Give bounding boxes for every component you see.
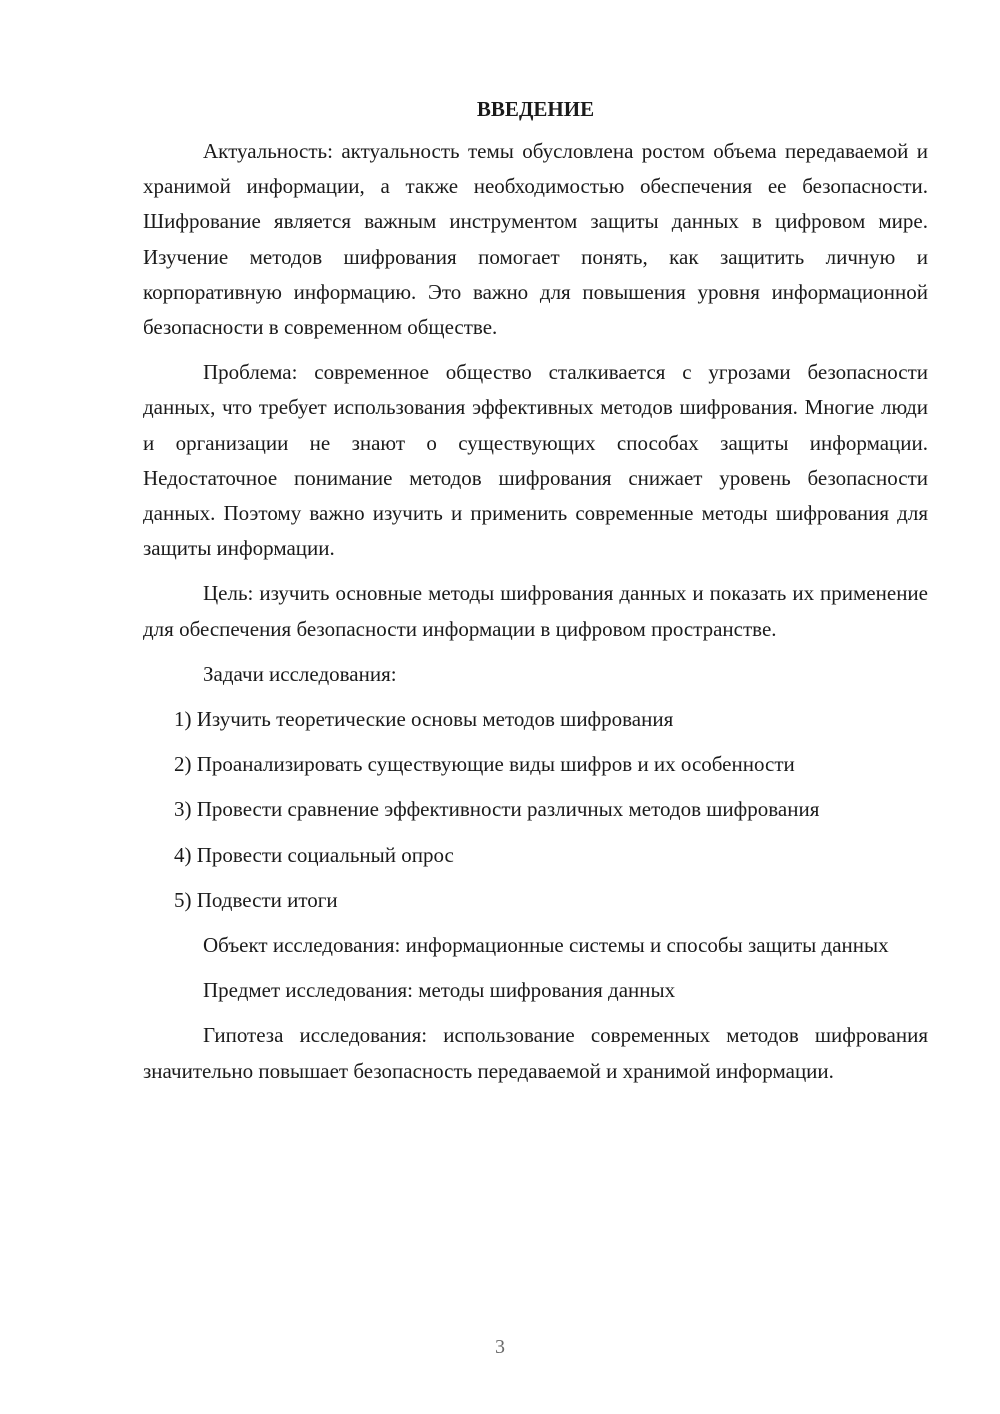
task-item-3: 3) Провести сравнение эффективности различных методов шифрования [174,797,820,822]
paragraph-goal: Цель: изучить основные методы шифрования данных и показать их применение для обеспечения безопасности информации в цифровом пространстве. [143,581,928,641]
paragraph-subject: Предмет исследования: методы шифрования данных [203,978,676,1003]
task-item-1: 1) Изучить теоретические основы методов шифрования [174,707,674,732]
paragraph-object: Объект исследования: информационные системы и способы защиты данных [203,933,889,958]
section-title: ВВЕДЕНИЕ [476,97,595,121]
paragraph-tasks-heading: Задачи исследования: [203,661,397,686]
task-item-5: 5) Подвести итоги [174,887,338,912]
paragraph-hypothesis: Гипотеза исследования: использование современных методов шифрования значительно повышает безопасность передаваемой и хранимой информации. [143,1023,928,1083]
paragraph-relevance: Актуальность: актуальность темы обусловлена ростом объема передаваемой и хранимой информации, а также необходимостью обеспечения ее безопасности. Шифрование является важным инструментом защиты данных в цифровом мире. Изучение методов шифрования помогает понять, как защитить личную и корпоративную информацию. Это важно для повышения уровня информационной безопасности в современном обществе. [143,139,928,340]
task-item-2: 2) Проанализировать существующие виды шифров и их особенности [174,752,795,777]
page-number: 3 [495,1336,505,1358]
document-page [143,92,928,1099]
task-item-4: 4) Провести социальный опрос [174,842,454,867]
paragraph-problem: Проблема: современное общество сталкивается с угрозами безопасности данных, что требует использования эффективных методов шифрования. Многие люди и организации не знают о существующих способах защиты информации. Недостаточное понимание методов шифрования снижает уровень безопасности данных. Поэтому важно изучить и применить современные методы шифрования для защиты информации. [143,360,928,561]
